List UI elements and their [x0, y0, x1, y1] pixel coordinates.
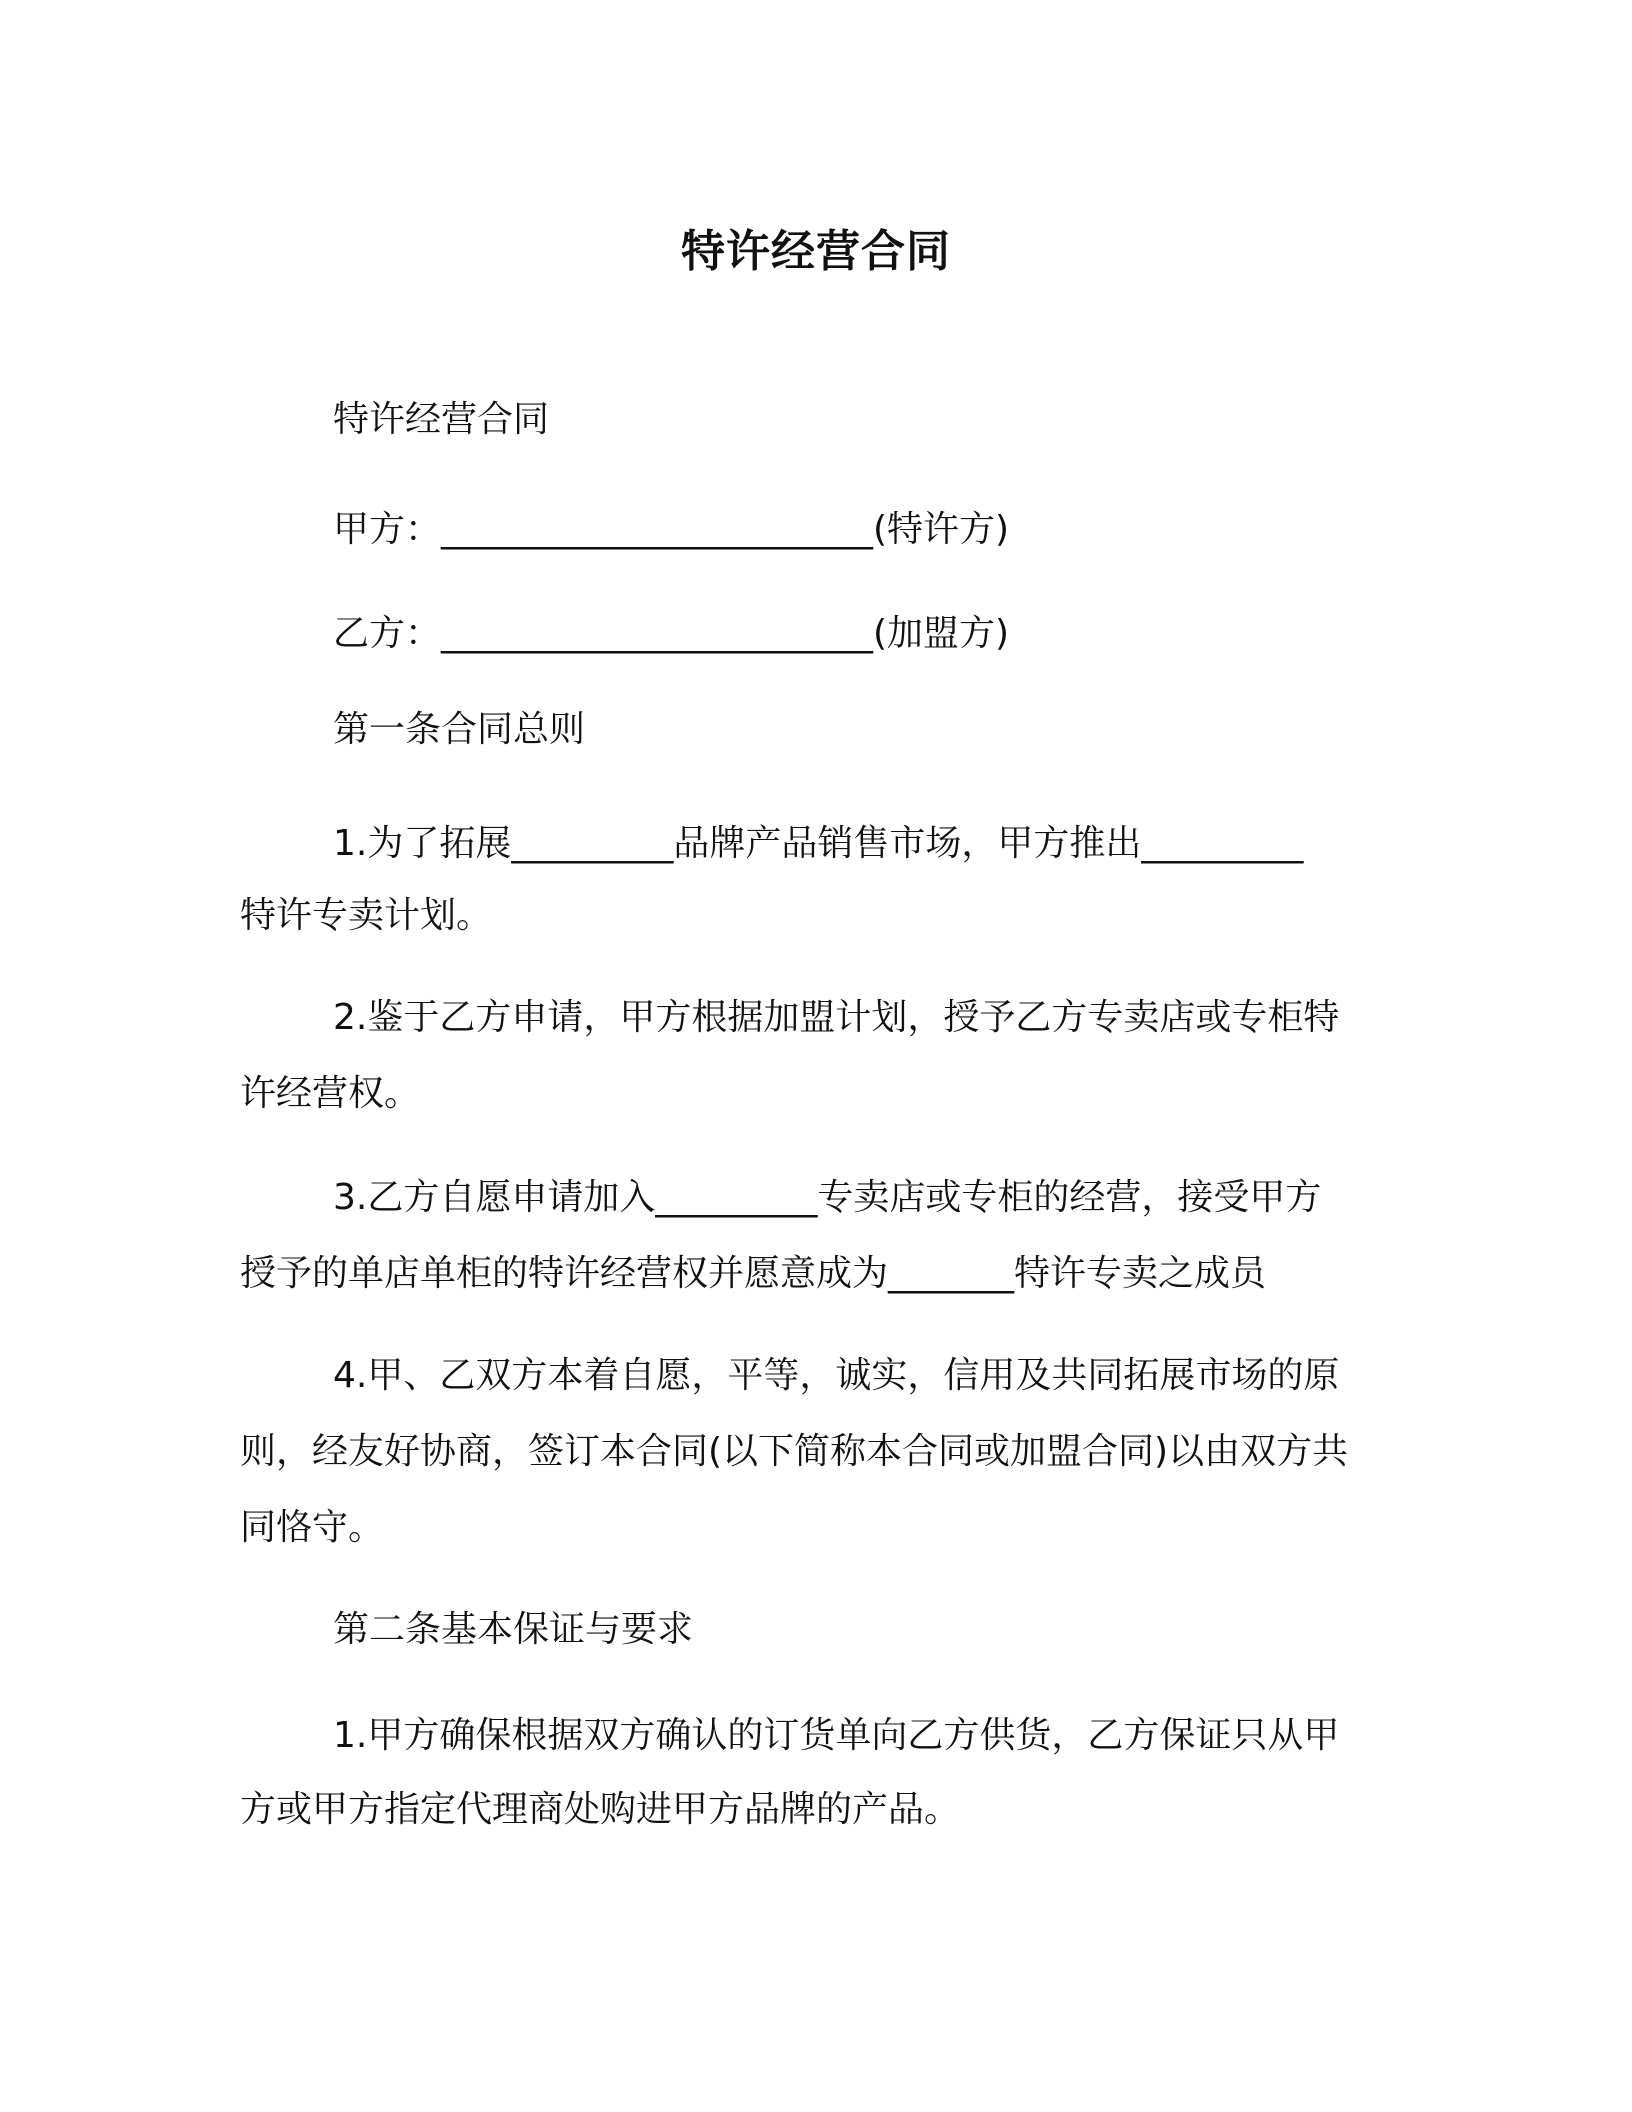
article2-clause1-line2: 方或甲方指定代理商处购进甲方品牌的产品。 [240, 1789, 961, 1830]
article1-clause4-line2: 则，经友好协商，签订本合同(以下简称本合同或加盟合同)以由双方共 [240, 1431, 1349, 1472]
contract-subtitle: 特许经营合同 [333, 399, 550, 440]
article2-clause1-line1: 1.甲方确保根据双方确认的订货单向乙方供货，乙方保证只从甲 [333, 1715, 1340, 1756]
party-b-line: 乙方：________________________(加盟方) [333, 613, 1010, 654]
article1-clause3-line1: 3.乙方自愿申请加入_________专卖店或专柜的经营，接受甲方 [333, 1177, 1322, 1218]
party-a-line: 甲方：________________________(特许方) [333, 509, 1010, 550]
article1-clause4-line1: 4.甲、乙双方本着自愿，平等，诚实，信用及共同拓展市场的原 [333, 1355, 1340, 1396]
document-title: 特许经营合同 [681, 226, 951, 277]
article1-heading: 第一条合同总则 [333, 709, 586, 750]
article1-clause2-line1: 2.鉴于乙方申请，甲方根据加盟计划，授予乙方专卖店或专柜特 [333, 997, 1340, 1038]
article1-clause1-line2: 特许专卖计划。 [240, 895, 493, 936]
article1-clause1-line1: 1.为了拓展_________品牌产品销售市场，甲方推出_________ [333, 823, 1304, 864]
article1-clause4-line3: 同恪守。 [240, 1507, 385, 1548]
article1-clause2-line2: 许经营权。 [240, 1073, 421, 1114]
article2-heading: 第二条基本保证与要求 [333, 1609, 694, 1650]
article1-clause3-line2: 授予的单店单柜的特许经营权并愿意成为_______特许专卖之成员 [240, 1253, 1267, 1294]
